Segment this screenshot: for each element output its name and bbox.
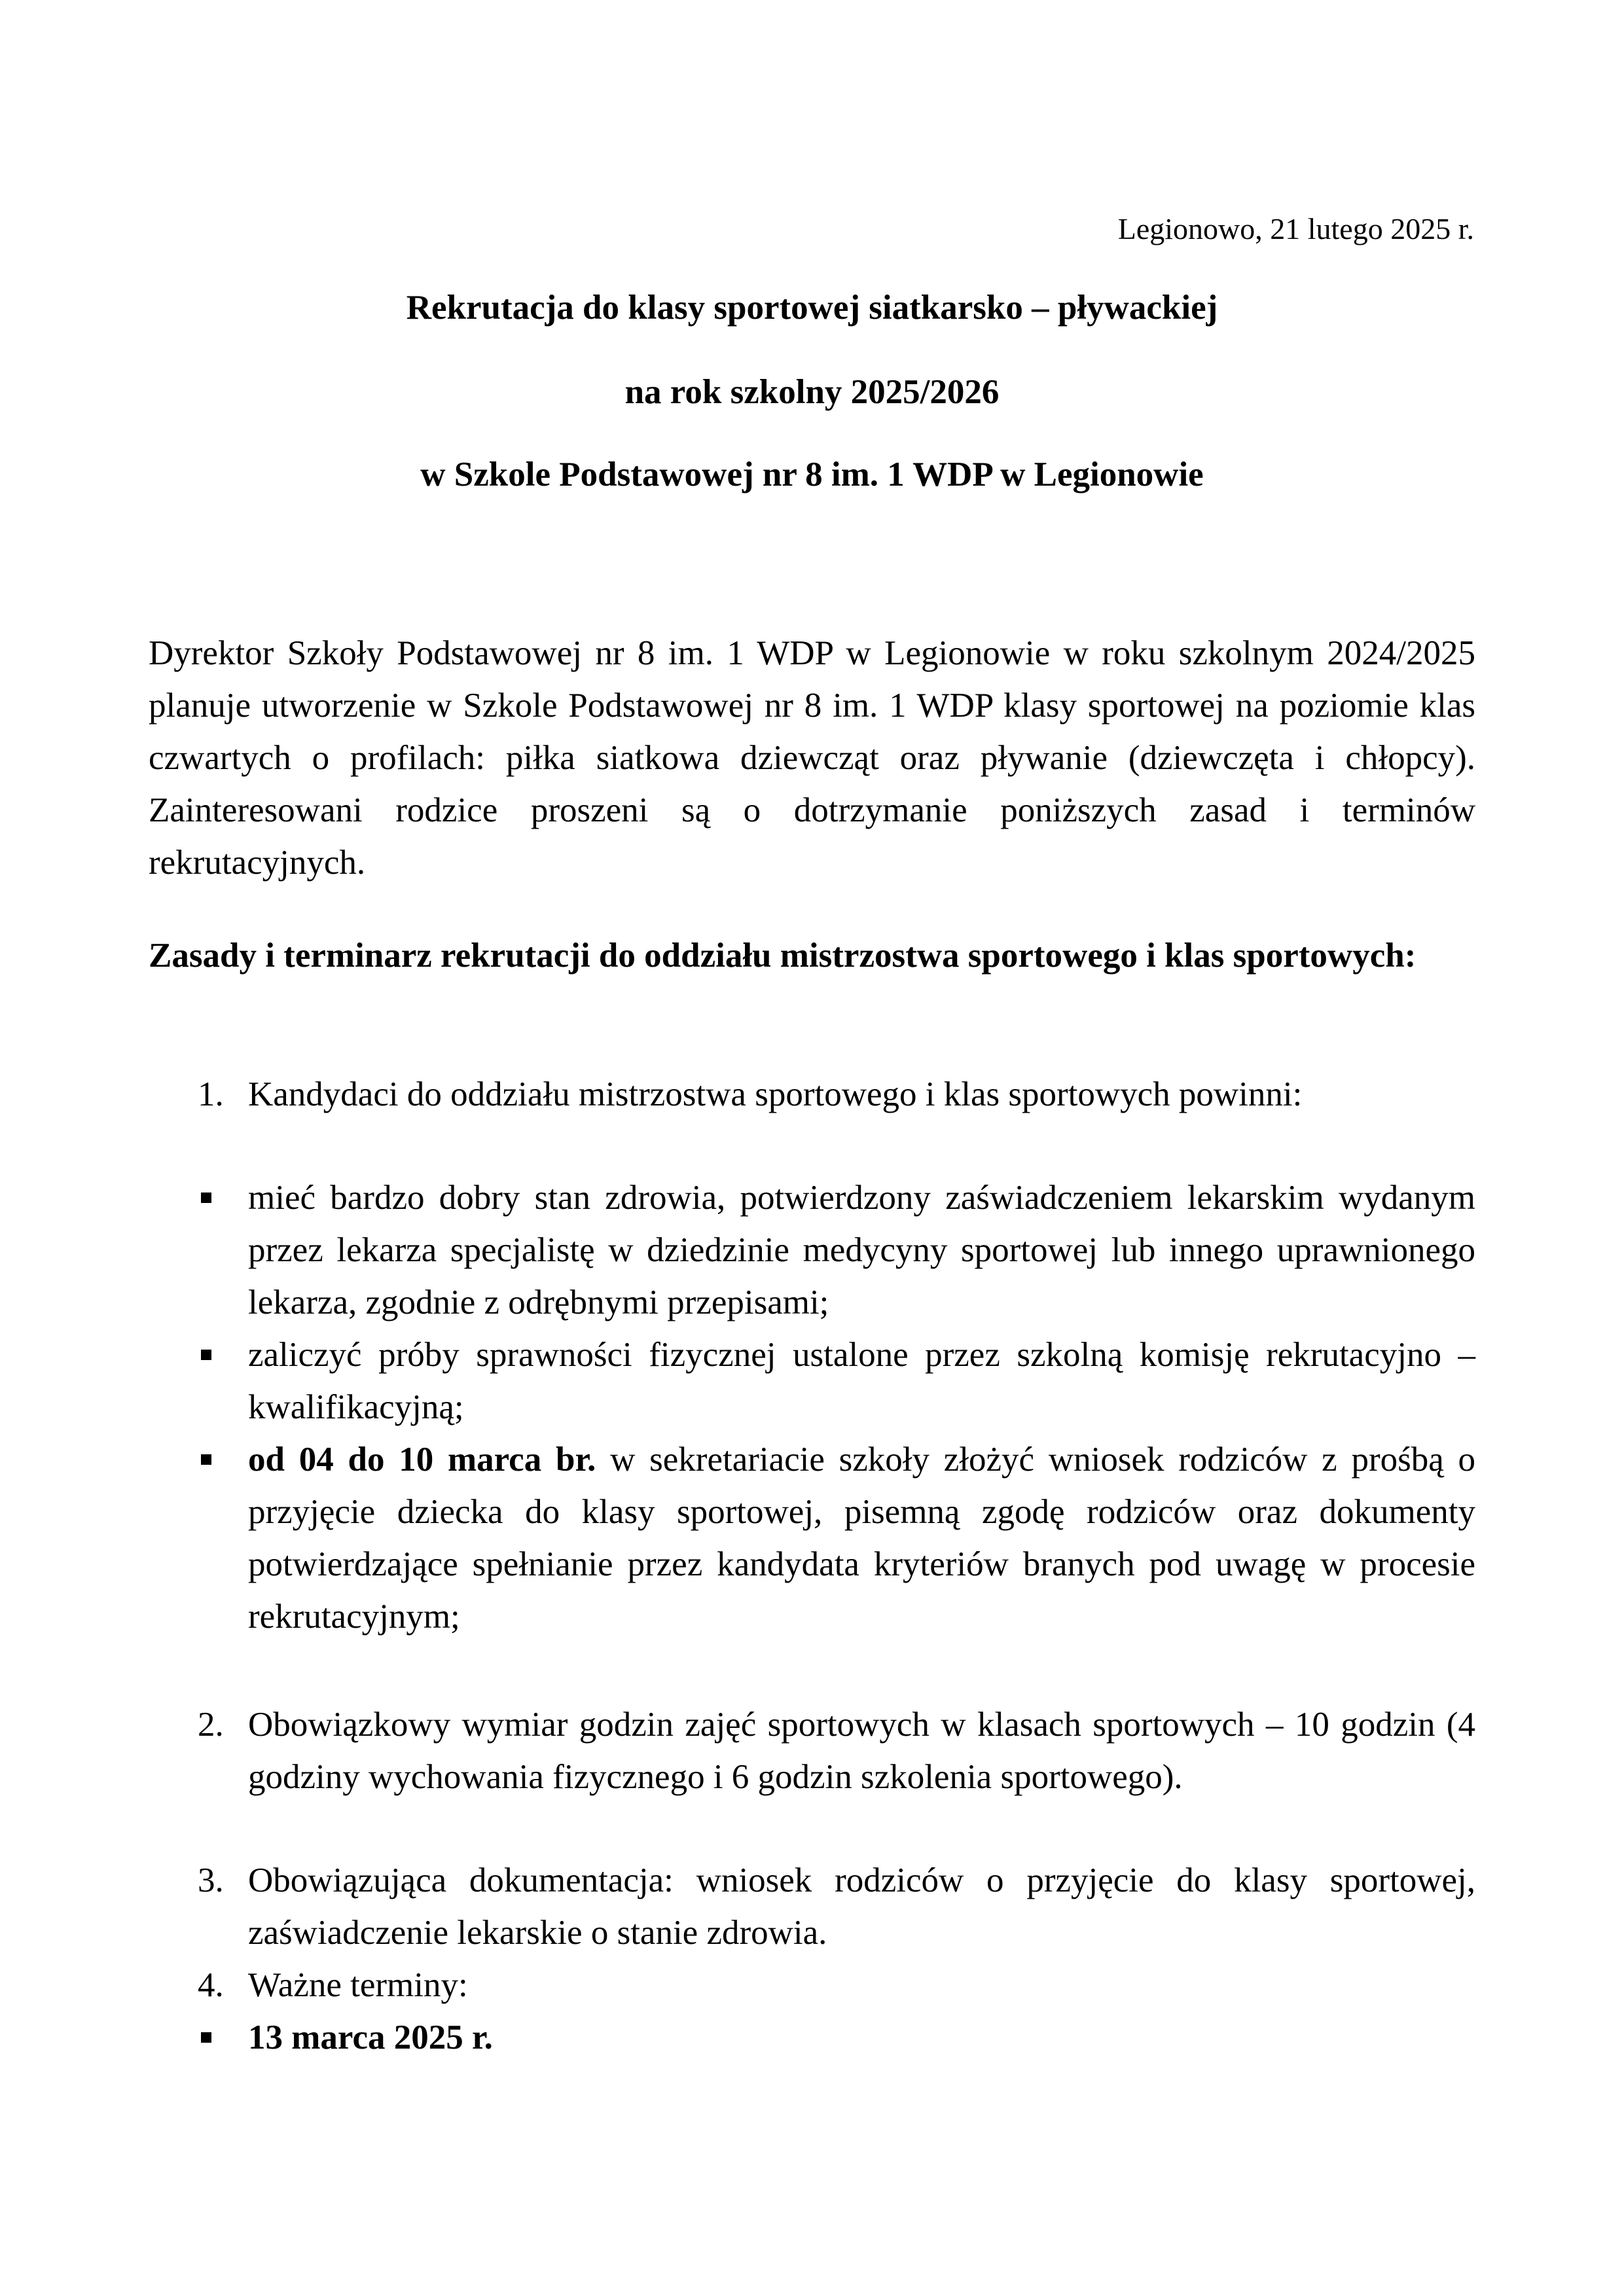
rules-heading: Zasady i terminarz rekrutacji do oddziału mistrzostwa sportowego i klas sportowych: — [149, 937, 1416, 975]
bullet-date-range: od 04 do 10 marca br. — [248, 1441, 596, 1479]
list-item-text: Ważne terminy: — [248, 1966, 468, 2004]
bullet-deadline-text: 13 marca 2025 r. — [248, 2018, 493, 2056]
list-item-text: Kandydaci do oddziału mistrzostwa sportowego i klas sportowych powinni: — [248, 1075, 1303, 1113]
list-item-number: 1. — [198, 1075, 224, 1113]
title-line-2: na rok szkolny 2025/2026 — [624, 373, 1000, 411]
list-item-number: 3. — [198, 1861, 224, 1899]
bullet-text-rest: w sekretariacie szkoły złożyć wniosek rodziców z prośbą o przyjęcie dziecka do klasy sportowej, pisemną zgodę rodziców oraz dokumenty potwierdzające spełnianie przez kandydata kryteriów branych pod uwagę w procesie rekrutacyjnym; — [248, 1441, 1476, 1636]
title-line-1: Rekrutacja do klasy sportowej siatkarsko – pływackiej — [406, 289, 1218, 327]
square-bullet-icon — [201, 1193, 211, 1203]
document-date: Legionowo, 21 lutego 2025 r. — [1117, 212, 1474, 245]
bullet-text — [248, 1433, 1475, 1643]
square-bullet-icon — [201, 1454, 211, 1465]
title-line-3: w Szkole Podstawowej nr 8 im. 1 WDP w Legionowie — [420, 456, 1204, 493]
list-item-number: 4. — [198, 1966, 224, 2004]
list-item-text: Obowiązująca dokumentacja: wniosek rodziców o przyjęcie do klasy sportowej, zaświadczenie lekarskie o stanie zdrowia. — [248, 1861, 1475, 1952]
list-item-number: 2. — [198, 1706, 224, 1744]
square-bullet-icon — [201, 2032, 211, 2043]
bullet-text: zaliczyć próby sprawności fizycznej ustalone przez szkolną komisję rekrutacyjno – kwalifikacyjną; — [248, 1336, 1475, 1426]
intro-paragraph: Dyrektor Szkoły Podstawowej nr 8 im. 1 WDP w Legionowie w roku szkolnym 2024/2025 planuje utworzenie w Szkole Podstawowej nr 8 im. 1 WDP klasy sportowej na poziomie klas czwartych o profilach: piłka siatkowa dziewcząt oraz pływanie (dziewczęta i chłopcy). Zainteresowani rodzice proszeni są o dotrzymanie poniższych zasad i terminów rekrutacyjnych. — [149, 634, 1475, 882]
square-bullet-icon — [201, 1350, 211, 1360]
bullet-text: mieć bardzo dobry stan zdrowia, potwierdzony zaświadczeniem lekarskim wydanym przez lekarza specjalistę w dziedzinie medycyny sportowej lub innego uprawnionego lekarza, zgodnie z odrębnymi przepisami; — [248, 1179, 1475, 1321]
list-item-text: Obowiązkowy wymiar godzin zajęć sportowych w klasach sportowych – 10 godzin (4 godziny wychowania fizycznego i 6 godzin szkolenia sportowego). — [248, 1706, 1475, 1796]
